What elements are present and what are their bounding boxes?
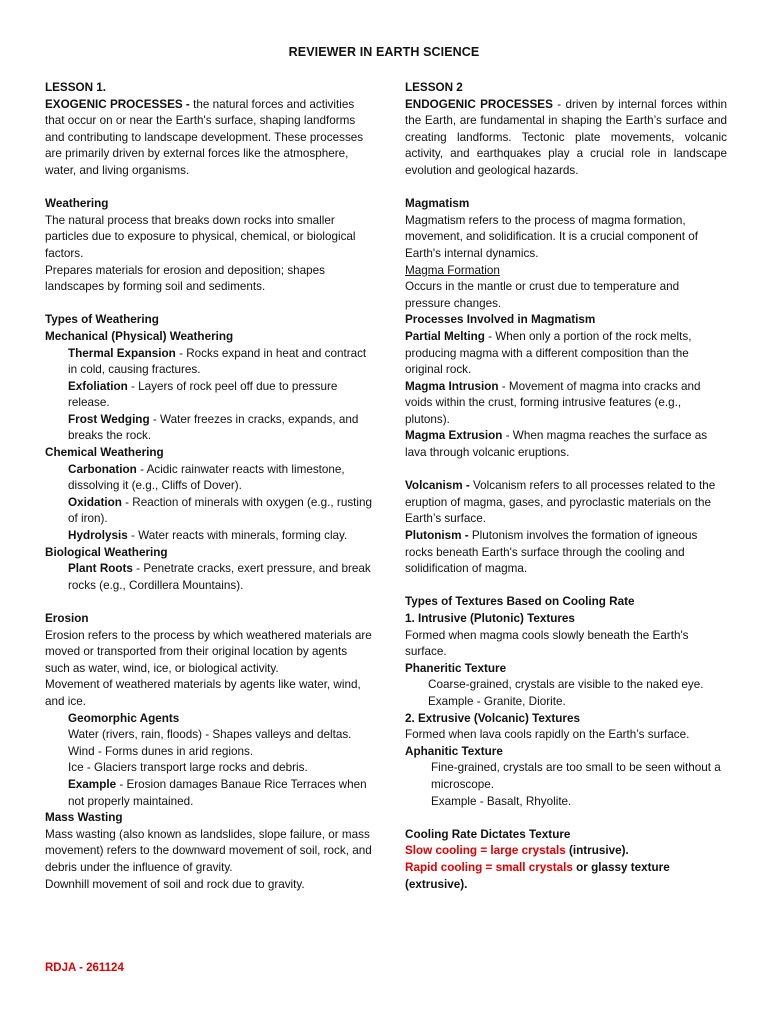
magma-intrusion-text: - Movement of magma into cracks and voids within the crust, forming intrusive features (e.g., plutons). [405,379,701,426]
extrusive-textures-text: Formed when lava cools rapidly on the Earth’s surface. [405,728,690,742]
magmatism-heading: Magmatism [405,197,470,211]
oxidation-item [45,495,375,528]
frost-wedging-text: - Water freezes in cracks, expands, and breaks the rock. [68,412,359,443]
exfoliation-text: - Layers of rock peel off due to pressure release. [68,379,338,410]
phaneritic-description: Coarse-grained, crystals are visible to the naked eye. [428,678,704,692]
partial-melting-item [405,329,727,379]
magma-intrusion-term: Magma Intrusion [405,379,499,393]
slow-cooling-note: (intrusive). [565,844,629,858]
exfoliation-item [45,379,375,412]
erosion-heading: Erosion [45,612,89,625]
hydrolysis-term: Hydrolysis [68,529,128,543]
footer-code: RDJA - 261124 [45,962,124,974]
agent-wind: Wind - Forms dunes in arid regions. [68,744,254,758]
oxidation-term: Oxidation [68,495,122,509]
textures-heading: Types of Textures Based on Cooling Rate [405,595,635,609]
cooling-rate-heading: Cooling Rate Dictates Texture [405,827,571,841]
aphanitic-example: Example - Basalt, Rhyolite. [431,794,572,808]
plant-roots-term: Plant Roots [68,562,133,576]
weathering-definition: The natural process that breaks down rocks into smaller particles due to exposure to physical, chemical, or biological factors. [45,213,356,260]
frost-wedging-term: Frost Wedging [68,412,150,426]
frost-wedging-item [45,412,375,445]
chemical-weathering-heading: Chemical Weathering [45,446,164,460]
rapid-cooling-note: or glassy texture (extrusive). [405,860,670,891]
thermal-expansion-text: - Rocks expand in heat and contract in cold, causing fractures. [68,346,367,377]
left-column [45,80,375,893]
plutonism-term: Plutonism - [405,529,469,543]
extrusive-textures-heading: 2. Extrusive (Volcanic) Textures [405,711,580,725]
volcanism-text: Volcanism refers to all processes related to the eruption of magma, gases, and pyroclastic materials on the Earth’s surface. [405,479,716,526]
hydrolysis-item [45,528,375,545]
exogenic-paragraph [45,97,375,180]
hydrolysis-text: - Water reacts with minerals, forming clay. [127,529,348,543]
endogenic-paragraph [405,97,727,180]
phaneritic-example: Example - Granite, Diorite. [428,694,566,708]
mass-wasting-summary: Downhill movement of soil and rock due to gravity. [45,877,305,891]
erosion-example-text: - Erosion damages Banaue Rice Terraces when not properly maintained. [68,777,367,808]
agent-ice: Ice - Glaciers transport large rocks and debris. [68,761,308,775]
magma-formation-text: Occurs in the mantle or crust due to temperature and pressure changes. [405,280,680,310]
magma-extrusion-item [405,428,727,461]
exogenic-title: EXOGENIC PROCESSES - [45,97,190,111]
mechanical-weathering-heading: Mechanical (Physical) Weathering [45,329,234,343]
plutonism-text: Plutonism involves the formation of igneous rocks beneath Earth's surface through the cooling and solidification of magma. [405,529,698,576]
volcanism-paragraph [405,478,727,528]
magma-extrusion-term: Magma Extrusion [405,429,503,443]
volcanism-term: Volcanism - [405,479,470,493]
erosion-example-term: Example [68,777,117,791]
processes-magmatism-heading: Processes Involved in Magmatism [405,313,596,327]
slow-cooling-rule: Slow cooling = large crystals [405,844,566,858]
plant-roots-item [45,561,375,594]
magma-formation-heading: Magma Formation [405,263,500,277]
rapid-cooling-line [405,860,727,893]
intrusive-textures-heading: 1. Intrusive (Plutonic) Textures [405,612,575,625]
endogenic-title: ENDOGENIC PROCESSES [405,97,553,111]
weathering-heading: Weathering [45,197,109,211]
endogenic-text: - driven by internal forces within the Earth, are fundamental in shaping the Earth’s surface and creating landforms. Tectonic plate movements, volcanic activity, and earthquakes play a crucial role in landscape evolution and geological hazards. [405,97,728,177]
weathering-role: Prepares materials for erosion and deposition; shapes landscapes by forming soil and sediments. [45,263,326,294]
carbonation-item [45,462,375,495]
right-column [405,80,727,893]
types-of-weathering-heading: Types of Weathering [45,313,159,327]
partial-melting-term: Partial Melting [405,329,485,343]
geomorphic-agents-heading: Geomorphic Agents [68,711,180,725]
plant-roots-text: - Penetrate cracks, exert pressure, and break rocks (e.g., Cordillera Mountains). [68,562,371,592]
thermal-expansion-item [45,346,375,379]
magma-extrusion-text: - When magma reaches the surface as lava through volcanic eruptions. [405,429,708,460]
mass-wasting-heading: Mass Wasting [45,811,123,825]
partial-melting-text: - When only a portion of the rock melts, producing magma with a different composition than the original rock. [405,329,692,377]
page-title: REVIEWER IN EARTH SCIENCE [288,45,480,59]
plutonism-paragraph [405,528,727,578]
slow-cooling-line [405,843,727,860]
phaneritic-heading: Phaneritic Texture [405,661,507,675]
magma-intrusion-item [405,379,727,429]
carbonation-term: Carbonation [68,462,137,476]
exfoliation-term: Exfoliation [68,379,128,393]
carbonation-text: - Acidic rainwater reacts with limestone, dissolving it (e.g., Cliffs of Dover). [68,462,345,493]
biological-weathering-heading: Biological Weathering [45,545,168,559]
erosion-summary: Movement of weathered materials by agents like water, wind, and ice. [45,678,361,708]
erosion-example [45,777,375,810]
thermal-expansion-term: Thermal Expansion [68,346,176,360]
exogenic-text: the natural forces and activities that occur on or near the Earth's surface, shaping landforms and contributing to landscape development. These processes are primarily driven by external forces like the atmosphere, water, and living organisms. [45,97,364,177]
agent-water: Water (rivers, rain, floods) - Shapes valleys and deltas. [68,728,352,742]
lesson-1-heading: LESSON 1. [45,81,107,94]
rapid-cooling-rule: Rapid cooling = small crystals [405,860,573,874]
oxidation-text: - Reaction of minerals with oxygen (e.g., rusting of iron). [68,495,373,526]
erosion-definition: Erosion refers to the process by which weathered materials are moved or transported from their original location by agents such as water, wind, ice, or biological activity. [45,628,372,675]
intrusive-textures-text: Formed when magma cools slowly beneath the Earth's surface. [405,628,689,659]
aphanitic-description: Fine-grained, crystals are too small to be seen without a microscope. [431,761,721,791]
magmatism-definition: Magmatism refers to the process of magma formation, movement, and solidification. It is a crucial component of Earth's internal dynamics. [405,213,698,260]
mass-wasting-definition: Mass wasting (also known as landslides, slope failure, or mass movement) refers to the downward movement of soil, rock, and debris under the influence of gravity. [45,827,372,874]
lesson-2-heading: LESSON 2 [405,81,463,94]
aphanitic-heading: Aphanitic Texture [405,744,503,758]
